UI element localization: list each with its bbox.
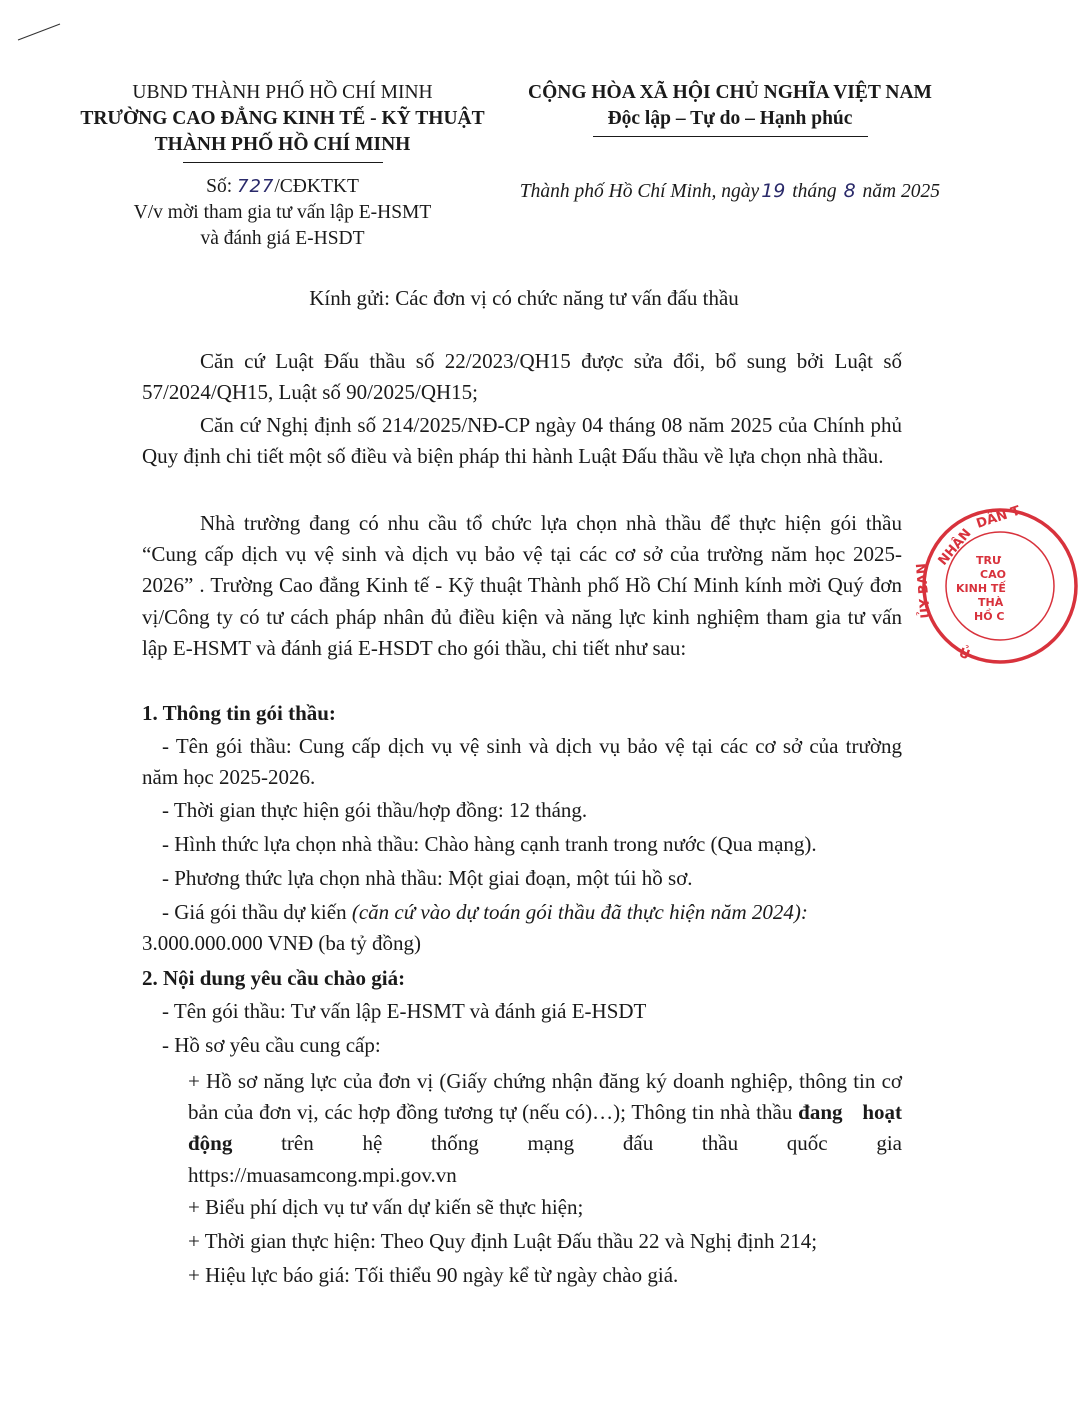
section-1-heading: 1. Thông tin gói thầu: [142, 701, 336, 725]
issuer-block [40, 80, 525, 163]
subject-line-2: và đánh giá E-HSDT [200, 228, 365, 249]
requirement-url: https://muasamcong.mpi.gov.vn [188, 1162, 457, 1187]
item-text: - Phương thức lựa chọn nhà thầu: Một giai đoạn, một túi hồ sơ. [162, 866, 693, 890]
doc-number-suffix: /CĐKTKT [274, 176, 359, 197]
issuer-city: THÀNH PHỐ HỒ CHÍ MINH [154, 134, 411, 155]
doc-number-prefix: Số: [206, 176, 238, 197]
subject-line-1: V/v mời tham gia tư vấn lập E-HSMT [133, 202, 432, 223]
svg-text:HỒ C: HỒ C [974, 610, 1005, 623]
section-2-heading: 2. Nội dung yêu cầu chào giá: [142, 966, 406, 990]
section-1-item [142, 731, 902, 793]
price-prefix: - Giá gói thầu dự kiến [162, 900, 352, 924]
paragraph-intro [142, 508, 902, 664]
requirement-text: + Hồ sơ năng lực của đơn vị (Giấy chứng nhận đăng ký doanh nghiệp, thông tin cơ bản của đơn vị, các hợp đồng tương tự (nếu có)…); Thông tin nhà thầu [188, 1069, 902, 1125]
svg-text:THÀ: THÀ [978, 596, 1004, 609]
recipient: Kính gửi: Các đơn vị có chức năng tư vấn đấu thầu [309, 286, 739, 310]
price-note: (căn cứ vào dự toán gói thầu đã thực hiện năm 2024): [351, 900, 808, 924]
paragraph-text: Nhà trường đang có nhu cầu tổ chức lựa chọn nhà thầu để thực hiện gói thầu “Cung cấp dịch vụ vệ sinh và dịch vụ bảo vệ tại các cơ sở của trường năm học 2025-2026” . Trường Cao đẳng Kinh tế - Kỹ thuật Thành phố Hồ Chí Minh kính mời Quý đơn vị/Công ty có tư cách pháp nhân đủ điều kiện và năng lực kinh nghiệm tham gia tư vấn lập E-HSMT và đánh giá E-HSDT cho gói thầu, chi tiết như sau: [142, 511, 902, 660]
requirement-text-2: trên hệ thống mạng đấu thầu quốc gia [281, 1131, 902, 1156]
requirement-bold: đang hoạt động [188, 1100, 903, 1156]
section-1-item [142, 829, 902, 860]
item-text: - Hồ sơ yêu cầu cung cấp: [162, 1033, 381, 1057]
requirement-profile [188, 1066, 902, 1191]
item-text: - Tên gói thầu: Tư vấn lập E-HSMT và đánh giá E-HSDT [162, 999, 647, 1023]
price-value: 3.000.000.000 VNĐ (ba tỷ đồng) [142, 931, 422, 956]
section-1-item [142, 795, 902, 826]
svg-text:DÂN T: DÂN T [974, 503, 1023, 532]
national-motto: Độc lập – Tự do – Hạnh phúc [607, 108, 853, 129]
issuer-underline [183, 162, 383, 163]
doc-number [40, 174, 525, 200]
svg-text:TRƯ: TRƯ [976, 554, 1002, 567]
requirement-validity: + Hiệu lực báo giá: Tối thiểu 90 ngày kể từ ngày chào giá. [188, 1263, 679, 1287]
section-2-item [142, 996, 902, 1027]
date-day: 19 [761, 180, 786, 202]
svg-text:Ủ: Ủ [956, 645, 972, 664]
issuer-name: TRƯỜNG CAO ĐẲNG KINH TẾ - KỸ THUẬT [80, 108, 485, 129]
section-1-item [142, 863, 902, 894]
svg-text:NHÂN: NHÂN [935, 526, 975, 569]
section-1-price [142, 897, 902, 959]
motto-underline [593, 136, 868, 137]
svg-text:KINH TẾ: KINH TẾ [956, 582, 1006, 595]
item-text: - Hình thức lựa chọn nhà thầu: Chào hàng cạnh tranh trong nước (Qua mạng). [162, 832, 817, 856]
date-year: năm 2025 [862, 181, 940, 202]
paragraph-legal-basis-2 [142, 410, 902, 472]
requirement-fee: + Biểu phí dịch vụ tư vấn dự kiến sẽ thực hiện; [188, 1195, 584, 1219]
paragraph-text: Căn cứ Luật Đấu thầu số 22/2023/QH15 được sửa đổi, bổ sung bởi Luật số 57/2024/QH15, Luật số 90/2025/QH15; [142, 349, 902, 405]
scan-mark [4, 16, 64, 46]
item-text: - Thời gian thực hiện gói thầu/hợp đồng: 12 tháng. [162, 798, 588, 822]
item-text: - Tên gói thầu: Cung cấp dịch vụ vệ sinh và dịch vụ bảo vệ tại các cơ sở của trường năm học 2025-2026. [142, 734, 902, 790]
svg-text:CAO: CAO [980, 568, 1006, 581]
date-month: 8 [843, 180, 856, 202]
issuer-parent: UBND THÀNH PHỐ HỒ CHÍ MINH [132, 82, 433, 103]
paragraph-legal-basis-1 [142, 346, 902, 408]
date-prefix: Thành phố Hồ Chí Minh, ngày [519, 181, 760, 202]
national-motto-block [500, 80, 960, 137]
national-title: CỘNG HÒA XÃ HỘI CHỦ NGHĨA VIỆT NAM [528, 82, 932, 103]
requirement-time: + Thời gian thực hiện: Theo Quy định Luật Đấu thầu 22 và Nghị định 214; [188, 1229, 818, 1253]
section-2-item [142, 1030, 902, 1061]
svg-text:ỦY BAN: ỦY BAN [914, 562, 934, 619]
red-seal-stamp [914, 503, 1080, 666]
paragraph-text: Căn cứ Nghị định số 214/2025/NĐ-CP ngày 04 tháng 08 năm 2025 của Chính phủ Quy định chi tiết một số điều và biện pháp thi hành Luật Đấu thầu về lựa chọn nhà thầu. [142, 413, 902, 469]
doc-number-handwritten: 727 [237, 176, 275, 197]
subject-block [40, 200, 525, 252]
date-month-label: tháng [792, 181, 837, 202]
date-line [500, 178, 940, 205]
